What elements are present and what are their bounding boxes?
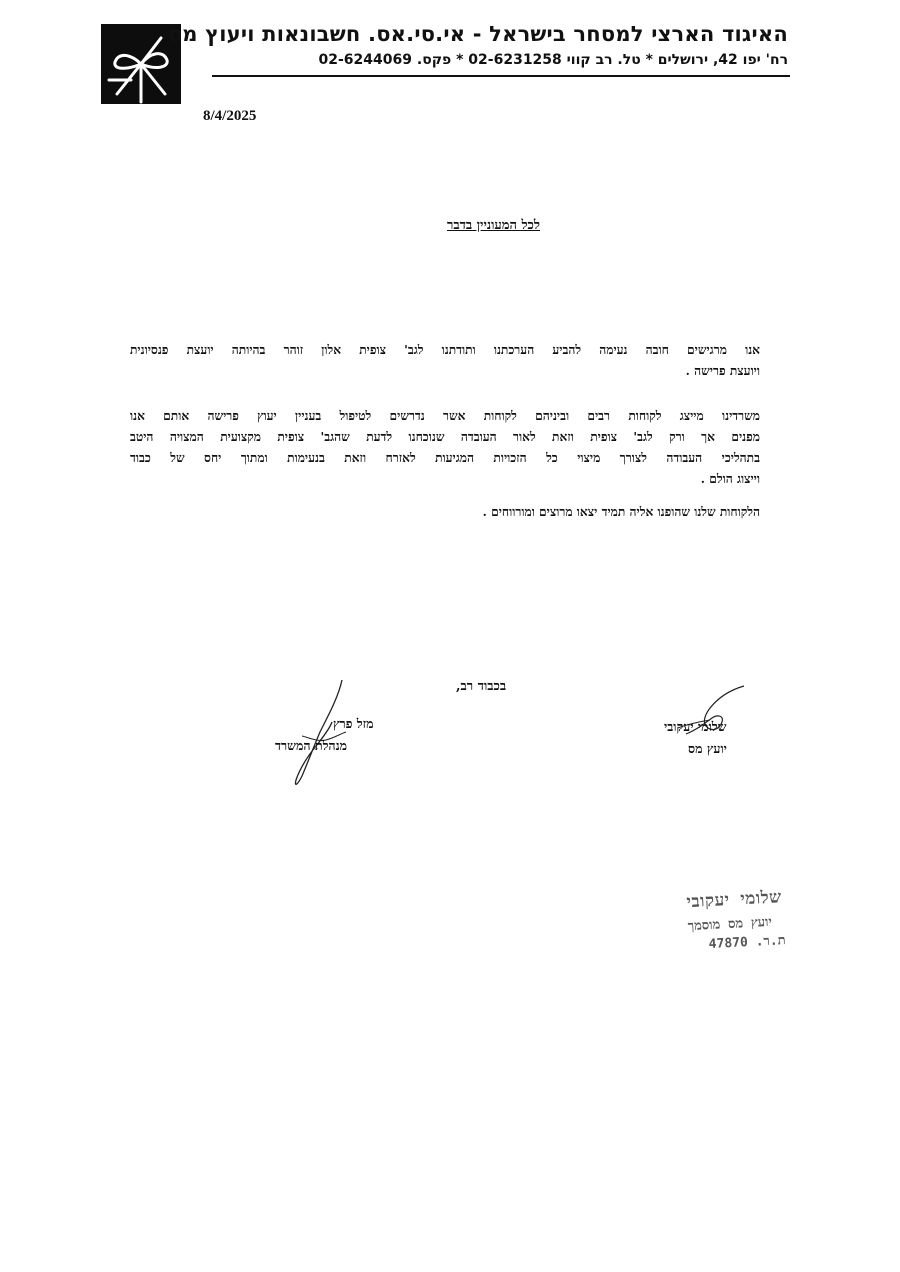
right-signatory-name: שלומי יעקובי [664,719,727,734]
handwritten-signature-right [660,684,750,744]
left-signatory-title: מנהלת המשרד [275,738,348,753]
closing-salutation: בכבוד רב, [456,679,507,694]
letter-date: 8/4/2025 [203,108,257,124]
body-line: וייצוג הולם . [700,472,760,486]
handwritten-signature-left [280,676,360,796]
body-paragraph-3 [130,502,760,523]
stamp-name: שלומי יעקובי [685,887,783,913]
tax-consultant-stamp [672,886,815,963]
organization-contact-details: רח' יפו 42, ירושלים * טל. רב קווי 02-6231258 * פקס. 02-6244069 [318,52,788,68]
body-line: הלקוחות שלנו שהופנו אליה תמיד יצאו מרוצים ומורווחים . [482,505,760,519]
header-divider [212,75,790,77]
organization-name: האיגוד הארצי למסחר בישראל - אי.סי.אס. חשבונאות ויעוץ מס [167,22,788,46]
body-line: ויועצת פרישה . [685,364,760,378]
stamp-title: יועץ מס מוסמך [687,914,773,935]
left-signatory-name: מזל פרץ [333,716,374,731]
letter-subject: לכל המעוניין בדבר [447,218,540,233]
body-line: משרדינו מייצג לקוחות רבים וביניהם לקוחות אשר נדרשים לטיפול בעניין יעוץ פרישה אותם אנו [130,409,760,423]
stamp-license-number: ת.ר. 47870 [708,933,786,953]
body-paragraph-2 [130,406,760,490]
body-line: בתהליכי העבודה לצורך מיצוי כל הזכויות המגיעות לאזרח וזאת בנעימות ומתוך יחס של כבוד [130,451,760,465]
body-line: אנו מרגישים חובה נעימה להביע הערכתנו ותודתנו לגב' צופית אלון זוהר בהיותה יועצת פנסיונית [130,343,760,357]
body-paragraph-1 [130,340,760,382]
right-signatory-title: יועץ מס [688,741,727,756]
body-line: מפנים אך ורק לגב' צופית וזאת לאור העובדה שנוכחנו לדעת שהגב' צופית מקצועית המצויה היטב [130,430,760,444]
letter-body [130,340,760,523]
